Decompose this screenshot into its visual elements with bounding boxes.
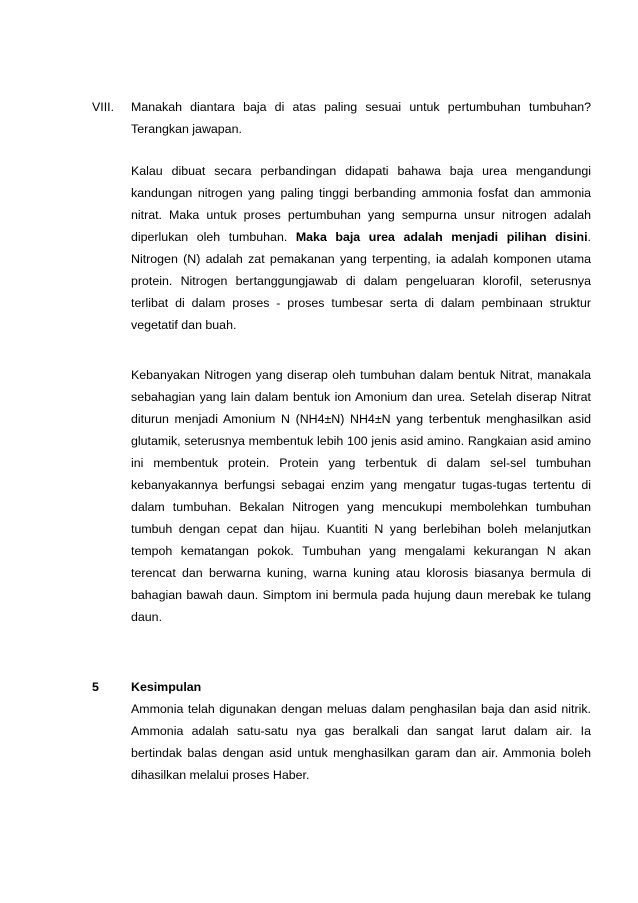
paragraph-1-body [131, 160, 591, 336]
question-text: Manakah diantara baja di atas paling sesuai untuk pertumbuhan tumbuhan? Terangkan jawapan. [131, 100, 591, 136]
paragraph-2-text: Kebanyakan Nitrogen yang diserap oleh tumbuhan dalam bentuk Nitrat, manakala sebahagian yang lain dalam bentuk ion Amonium dan urea. Setelah diserap Nitrat diturun menjadi Amonium N (NH4±N) NH4±N yang terbentuk menghasilkan asid glutamik, seterusnya membentuk lebih 100 jenis asid amino. Rangkaian asid amino ini membentuk protein. Protein yang terbentuk di dalam sel-sel tumbuhan kebanyakannya berfungsi sebagai enzim yang mengatur tugas-tugas tertentu di dalam tumbuhan. Bekalan Nitrogen yang mencukupi membolehkan tumbuhan tumbuh dengan cepat dan hijau. Kuantiti N yang berlebihan boleh melanjutkan tempoh kematangan pokok. Tumbuhan yang mengalami kekurangan N akan terencat dan berwarna kuning, warna kuning atau klorosis biasanya bermula di bahagian bawah daun. Simptom ini bermula pada hujung daun merebak ke tulang daun. [131, 368, 591, 624]
paragraph-2-body [131, 364, 591, 628]
paragraph-1-bold-run: Maka baja urea adalah menjadi pilihan disini [295, 230, 588, 244]
question-number: VIII. [92, 100, 115, 114]
paragraph-1-run: . Nitrogen (N) adalah zat pemakanan yang terpenting, ia adalah komponen utama protein. Nitrogen bertanggungjawab di dalam pengeluaran klorofil, seterusnya terlibat di dalam proses - proses tumbesar serta di dalam pembinaan struktur vegetatif dan buah. [131, 230, 591, 332]
paragraph-1-text [131, 160, 591, 336]
section-5-body [131, 676, 591, 786]
section-heading: Kesimpulan [131, 680, 202, 694]
section-number: 5 [92, 680, 99, 694]
paragraph-1-run: Kalau dibuat secara perbandingan didapati bahawa baja urea mengandungi kandungan nitrogen yang paling tinggi berbanding ammonia fosfat dan ammonia nitrat. Maka untuk proses pertumbuhan yang sempurna unsur nitrogen adalah diperlukan oleh tumbuhan. [131, 164, 591, 244]
section-5-text: Ammonia telah digunakan dengan meluas dalam penghasilan baja dan asid nitrik. Ammonia adalah satu-satu nya gas beralkali dan sangat larut dalam air. Ia bertindak balas dengan asid untuk menghasilkan garam dan air. Ammonia boleh dihasilkan melalui proses Haber. [131, 702, 591, 782]
question-body [131, 96, 591, 140]
